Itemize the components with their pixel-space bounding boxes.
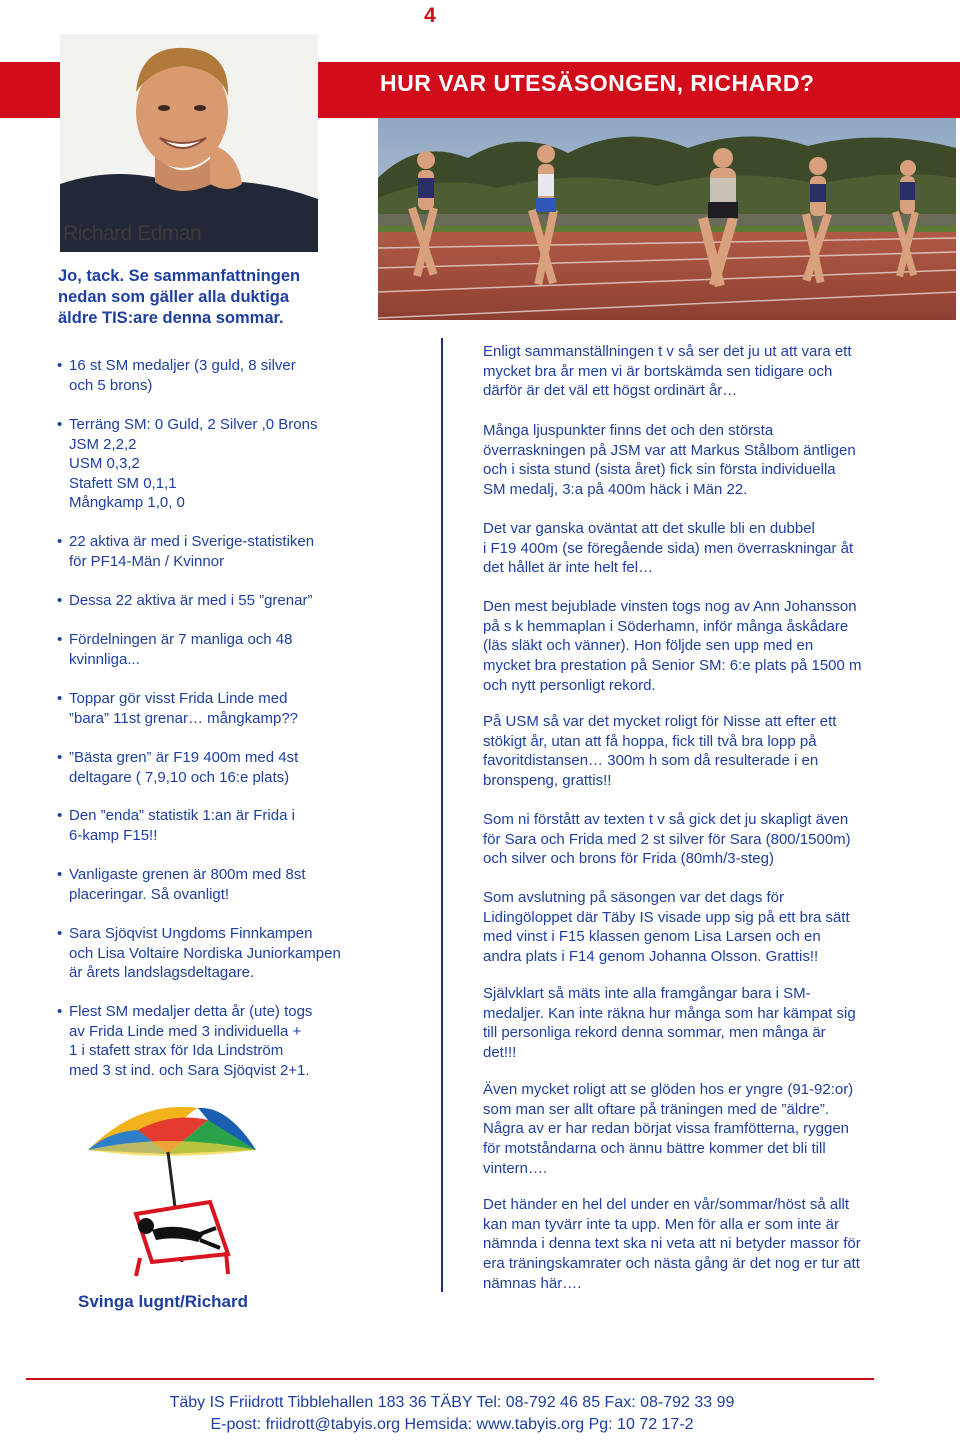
article-line: Självklart så mäts inte alla framgångar bara i SM- [483,985,811,1002]
bullet-line: placeringar. Så ovanligt! [69,885,230,903]
article-paragraph [483,519,853,578]
bullet-dot: • [57,749,63,766]
bullet-line: Mångkamp 1,0, 0 [69,494,185,511]
article-line: nämnda i denna text ska ni veta att ni betyder massor för [483,1235,861,1253]
article-line: Som avslutning på säsongen var det dags för [483,889,785,906]
article-line: som man ser allt oftare på träningen med de ”äldre”. [483,1100,830,1118]
bullet-line: Toppar gör visst Frida Linde med [69,690,288,707]
article-line: nämnas här…. [483,1274,582,1292]
article-line: vintern…. [483,1159,548,1177]
track-race-photo [378,118,956,320]
article-line: för Sara och Frida med 2 st silver för Sara (800/1500m) [483,830,851,848]
article-line: era träningskamrater och nästa gång är det nog er tur att [483,1255,860,1273]
portrait-caption: Richard Edman [63,222,202,245]
article-paragraph [483,1195,861,1294]
bullet-line: 1 i stafett strax för Ida Lindström [69,1042,284,1059]
bullet-item [57,532,314,571]
article-paragraph [483,888,850,967]
article-line: det hållet är inte helt fel… [483,559,654,577]
article-line: Det händer en hel del under en vår/sommar/höst så allt [483,1196,850,1213]
footer-contact: E-post: friidrott@tabyis.org Hemsida: www.tabyis.org Pg: 10 72 17-2 [210,1416,694,1433]
bullet-item [57,1002,312,1080]
bullet-dot: • [57,925,63,942]
article-line: därför är det väl ett högst ordinärt år… [483,382,738,400]
article-paragraph [483,342,852,401]
bullet-line: och 5 brons) [69,376,153,394]
bullet-item [57,748,298,787]
bullet-line: för PF14-Män / Kvinnor [69,552,225,570]
footer-address: Täby IS Friidrott Tibblehallen 183 36 TÄBY Tel: 08-792 46 85 Fax: 08-792 33 99 [169,1394,735,1411]
article-line: mycket bra prestation på Senior SM: 6:e plats på 1500 m [483,657,862,675]
bullet-item [57,924,341,983]
article-line: Enligt sammanställningen t v så ser det ju ut att vara ett [483,343,852,360]
bullet-line: av Frida Linde med 3 individuella + [69,1022,302,1040]
intro-line: äldre TIS:are denna sommar. [58,309,284,327]
page-number: 4 [424,4,436,27]
bullet-dot: • [57,690,63,707]
bullet-line: Fördelningen är 7 manliga och 48 [69,631,293,648]
article-line: och i sista stund (sista året) fick sin första individuella [483,461,836,479]
bullet-line: Terräng SM: 0 Guld, 2 Silver ,0 Brons [69,416,318,433]
article-line: mycket bra år men vi är bortskämda sen tidigare och [483,362,833,380]
bullet-line: ”bara” 11st grenar… mångkamp?? [69,709,298,727]
page-footer [0,1392,904,1436]
bullet-line: JSM 2,2,2 [69,435,137,453]
bullet-line: deltagare ( 7,9,10 och 16:e plats) [69,768,290,786]
article-paragraph [483,810,851,869]
article-line: Som ni förstått av texten t v så gick det ju skapligt även [483,811,849,828]
bullet-line: kvinnliga... [69,650,140,668]
article-line: andra plats i F14 genom Johanna Olsson. Grattis!! [483,948,819,966]
article-line: och silver och brons för Frida (80mh/3-steg) [483,850,774,868]
bullet-dot: • [57,533,63,550]
intro-line: Jo, tack. Se sammanfattningen [58,267,301,285]
column-divider [441,338,443,1292]
article-line: Några av er har redan börjat vissa framfötterna, ryggen [483,1120,850,1138]
intro-text [58,266,358,329]
article-paragraph [483,984,856,1063]
article-line: det!!! [483,1044,517,1062]
article-paragraph [483,1080,853,1179]
article-line: och nytt personligt rekord. [483,676,656,694]
article-line: med vinst i F15 klassen genom Lisa Larsen och en [483,928,821,946]
portrait-photo [60,34,318,252]
bullet-item [57,415,317,513]
article-line: (läs släkt och vänner). Hon följde sen upp med en [483,637,814,655]
article-line: på s k hemmaplan i Söderhamn, inför många åskådare [483,617,849,635]
bullet-line: 6-kamp F15!! [69,826,158,844]
article-line: i F19 400m (se föregående sida) men överraskningar åt [483,539,854,557]
signoff: Svinga lugnt/Richard [78,1292,249,1311]
article-line: Det var ganska oväntat att det skulle bli en dubbel [483,520,815,537]
article-line: överraskningen på JSM var att Markus Stålbom äntligen [483,441,856,459]
bullet-line: USM 0,3,2 [69,455,140,472]
bullet-item [57,689,298,728]
bullet-line: Vanligaste grenen är 800m med 8st [69,866,306,883]
bullet-dot: • [57,592,63,609]
bullet-dot: • [57,357,63,374]
bullet-line: och Lisa Voltaire Nordiska Juniorkampen [69,944,341,962]
bullet-line: ”Bästa gren” är F19 400m med 4st [69,749,299,766]
bullet-line: 22 aktiva är med i Sverige-statistiken [69,533,315,550]
article-line: favoritdistansen… 300m h som då resulterade i en [483,752,819,770]
bullet-item [57,865,306,904]
bullet-item [57,591,312,611]
article-line: Många ljuspunkter finns det och den största [483,422,774,439]
bullet-line: Stafett SM 0,1,1 [69,474,177,492]
bullet-dot: • [57,631,63,648]
article-paragraph [483,421,856,500]
bullet-line: Den ”enda” statistik 1:an är Frida i [69,807,295,824]
article-line: för motståndarna och ännu bättre kommer det bli till [483,1140,826,1158]
intro-line: nedan som gäller alla duktiga [58,288,290,306]
article-line: bronspeng, grattis!! [483,772,612,790]
bullet-line: 16 st SM medaljer (3 guld, 8 silver [69,357,296,374]
article-line: Även mycket roligt att se glöden hos er yngre (91-92:or) [483,1081,854,1098]
article-line: till personliga rekord denna sommar, men många är [483,1024,826,1042]
article-line: På USM så var det mycket roligt för Nisse att efter ett [483,713,837,730]
bullet-line: är årets landslagsdeltagare. [69,964,255,981]
bullet-line: Flest SM medaljer detta år (ute) togs [69,1003,313,1020]
bullet-dot: • [57,416,63,433]
article-line: medaljer. Kan inte räkna hur många som har kämpat sig [483,1004,856,1022]
article-line: SM medalj, 3:a på 400m häck i Män 22. [483,481,748,499]
bullet-line: Dessa 22 aktiva är med i 55 ”grenar” [69,592,313,609]
page-headline: HUR VAR UTESÄSONGEN, RICHARD? [380,70,815,96]
bullet-item [57,806,295,845]
bullet-dot: • [57,1003,63,1020]
bullet-item [57,356,296,395]
article-paragraph [483,597,862,696]
footer-divider [26,1378,874,1380]
article-line: Lidingöloppet där Täby IS visade upp sig på ett bra sätt [483,908,850,926]
article-line: Den mest bejublade vinsten togs nog av Ann Johansson [483,598,857,615]
bullet-item [57,630,292,669]
bullet-dot: • [57,866,63,883]
bullet-line: med 3 st ind. och Sara Sjöqvist 2+1. [69,1061,310,1079]
article-line: kan man tyvärr inte ta upp. Men för alla er som inte är [483,1215,839,1233]
article-paragraph [483,712,836,791]
article-line: stökigt år, utan att få hoppa, fick till två bra lopp på [483,732,817,750]
bullet-line: Sara Sjöqvist Ungdoms Finnkampen [69,925,313,942]
bullet-dot: • [57,807,63,824]
beach-umbrella-illustration [78,1102,278,1282]
